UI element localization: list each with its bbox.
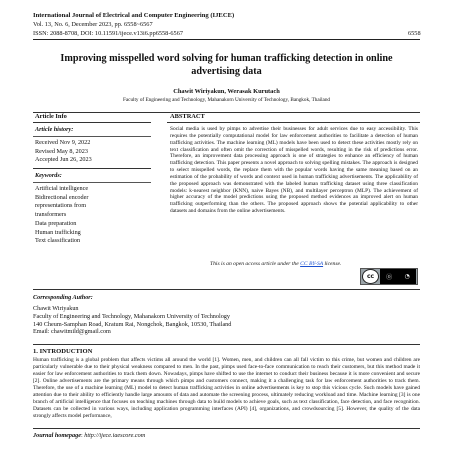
paper-affiliation: Faculty of Engineering and Technology, Mahanakorn University of Technology, Bangkok, Thailand [122,97,331,103]
journal-name: International Journal of Electrical and Computer Engineering (IJECE) [33,12,235,19]
keyword-item: Data preparation [35,219,77,227]
history-accepted: Accepted Jun 26, 2023 [35,156,92,164]
license-link[interactable]: CC BY-SA [300,261,324,267]
corresponding-author-email[interactable]: Email: chawitmild@gmail.com [33,328,111,336]
journal-issn-doi: ISSN: 2088-8708, DOI: 10.11591/ijece.v13i6.pp6558-6567 [33,30,184,37]
abstract-heading-divider [167,122,420,123]
keyword-item: Human trafficking [35,228,81,236]
footer-label: Journal homepage [33,432,81,439]
abstract-heading: ABSTRACT [170,113,205,120]
attribution-icon: ⓪ [386,274,393,281]
history-revised: Revised May 8, 2023 [35,147,88,155]
corresponding-author-name: Chawit Wiriyakun [33,305,79,312]
history-divider [33,136,151,137]
paper-authors: Chawit Wiriyakun, Werasak Kurutach [173,88,280,95]
history-received: Received Nov 9, 2022 [35,139,91,146]
keyword-item: Artificial intelligence [35,185,89,192]
info-top-divider [33,112,420,113]
license-suffix: license. [323,261,342,267]
corresponding-author-details [33,305,231,336]
header-divider [33,39,420,40]
introduction-text: Human trafficking is a global problem that affects victims all around the world [1]. Women, men, and children can all fall victim to this crime, but women and children are particularly vulnerable due to their physical weakness compared to men. In the past, pimps used face-to-face communication to reach their customers, but this method made it easier for law enforcement authorities to track them down. Nowadays, pimps have shifted to use the internet to conduct their business because it is more convenient and secure [2]. Online advertisements are the primary means through which pimps and customers connect, making it a challenging task for law enforcement authorities to track them. Therefore, the use of a machine learning (ML) model to detect human trafficking activities in online advertisements is key to stop this vicious cycle. Such models have gained attention due to their ability to efficiently handle large amounts of data and automate the screening process, ultimately reducing workload and time. Machine learning [3] is one branch of artificial intelligence that focuses on teaching machines through data to build models to achieve goals, such as text classification, face detection, and face recognition. Datasets can be collected in various ways, including application programming interfaces (API) [4], organizations, and crowdsourcing [5]. However, the quality of the data strongly affects model performance, [33,357,420,420]
journal-homepage-link[interactable]: http://ijece.iaescore.com [84,432,146,439]
footer-separator: : [80,432,85,439]
abstract-text: Social media is used by pimps to advertise their businesses for adult services due to easy accessibility. This requires the potentially computational model for law enforcement authorities to facilitate a detection of human trafficking activities. The machine learning (ML) models have been used to detect these activities mostly rely on text classification and often omit the correction of misspelled words, resulting in the risk of predictions error. Therefore, an improvement data processing approach is one of strategies to enhance an efficiency of human trafficking detection. This paper presents a novel approach to solving spelling mistakes. The approach is designed to select misspelled words, the replace them with the popular words having the same meaning based on an estimation of the probability of words and context used in human trafficking advertisements. The applicability of the proposed approach was demonstrated with the labeled human trafficking dataset using three classification models: k-nearest neighbor (KNN), naive Bayes (NB), and multilayer perceptron (MLP). The achievement of higher accuracy of the model predictions using the proposed method evidences an improved alert on human trafficking outperforming than the others. The proposed approach shows the potential applicability to other datasets and domains from the online advertisements. [170,126,418,215]
share-alike-icon: ◔ [404,273,410,280]
article-history-title: Article history: [35,126,74,133]
footer-divider [33,428,420,429]
cc-by-sa-badge[interactable] [360,268,418,285]
license-note [210,261,341,267]
keywords-list [35,185,88,246]
info-bottom-divider [33,289,420,290]
journal-footer [33,432,145,439]
keyword-item: representations from [35,202,87,210]
keywords-top-divider [33,168,151,169]
corresponding-divider [33,344,420,345]
creative-commons-icon: cc [362,269,379,284]
keywords-divider [33,182,151,183]
keyword-item: Text classification [35,237,81,245]
article-history-list [35,139,92,165]
page-number: 6558 [408,30,421,37]
paper-title: Improving misspelled word solving for human trafficking detection in online advertising data [60,53,393,77]
corresponding-author-address: 140 Cheum-Samphan Road, Kratum Rai, Nongchok, Bangkok, 10530, Thailand [33,320,232,328]
article-info-heading: Article Info [35,113,67,120]
corresponding-author-title: Corresponding Author: [33,294,93,301]
keyword-item: transformers [35,211,67,219]
cc-license-icons [380,269,416,284]
keyword-item: Bidirectional encoder [35,193,89,201]
corresponding-author-faculty: Faculty of Engineering and Technology, Mahanakorn University of Technology [33,312,230,320]
license-prefix: This is an open access article under the [210,261,301,267]
journal-volume: Vol. 13, No. 6, December 2023, pp. 6558~6567 [33,21,153,28]
article-info-heading-divider [33,122,151,123]
introduction-heading: 1. INTRODUCTION [33,348,93,355]
keywords-title: Keywords: [35,172,62,179]
